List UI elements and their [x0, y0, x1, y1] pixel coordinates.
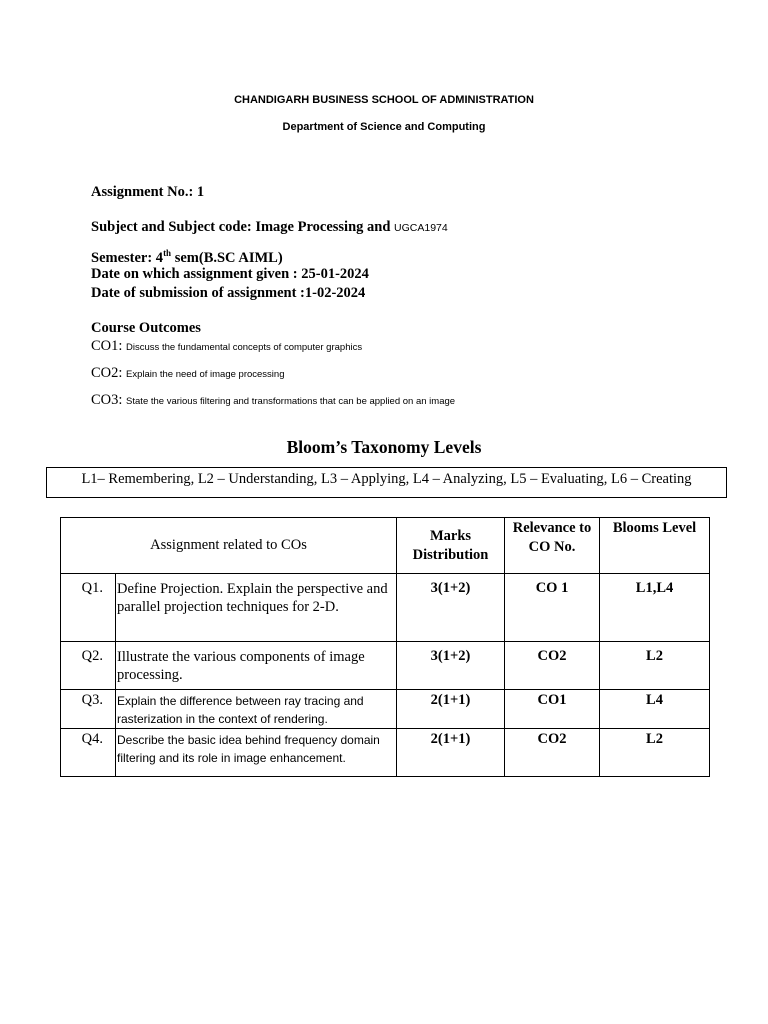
course-outcome-3: [91, 392, 455, 409]
semester-superscript: th: [163, 248, 172, 258]
course-outcome-2: [91, 365, 284, 382]
table-header-row: [61, 518, 710, 574]
semester-prefix: Semester: 4: [91, 249, 164, 266]
subject-code: UGCA1974: [394, 222, 448, 234]
question-text: Illustrate the various components of image processing.: [116, 642, 397, 690]
header-marks: Marks Distribution: [397, 518, 505, 574]
marks-cell: 3(1+2): [397, 574, 505, 642]
table-row: [61, 690, 710, 729]
date-given: Date on which assignment given : 25-01-2024: [91, 266, 369, 282]
semester-suffix: sem(B.SC AIML): [171, 249, 283, 266]
blooms-title: Bloom’s Taxonomy Levels: [286, 437, 482, 457]
marks-cell: 2(1+1): [397, 729, 505, 777]
question-text: Explain the difference between ray tracing and rasterization in the context of rendering.: [116, 690, 397, 729]
level-cell: L2: [600, 729, 710, 777]
question-number: Q2.: [61, 642, 116, 690]
co-cell: CO 1: [505, 574, 600, 642]
table-row: [61, 642, 710, 690]
co-code: CO3:: [91, 392, 123, 408]
marks-cell: 2(1+1): [397, 690, 505, 729]
question-text: Describe the basic idea behind frequency domain filtering and its role in image enhancement.: [116, 729, 397, 777]
subject-line: [91, 219, 448, 236]
semester-line: [91, 248, 283, 267]
course-outcome-1: [91, 338, 362, 355]
header-assignment: Assignment related to COs: [61, 518, 397, 574]
marks-cell: 3(1+2): [397, 642, 505, 690]
co-cell: CO1: [505, 690, 600, 729]
course-outcomes-title: Course Outcomes: [91, 320, 201, 336]
assignment-table: [60, 517, 710, 777]
level-cell: L2: [600, 642, 710, 690]
co-cell: CO2: [505, 642, 600, 690]
question-number: Q3.: [61, 690, 116, 729]
date-submission: Date of submission of assignment :1-02-2024: [91, 285, 366, 301]
institution-name: CHANDIGARH BUSINESS SCHOOL OF ADMINISTRATION: [234, 94, 534, 106]
table-row: [61, 729, 710, 777]
co-description: State the various filtering and transformations that can be applied on an image: [126, 396, 456, 407]
co-description: Explain the need of image processing: [126, 369, 285, 380]
header-relevance: Relevance to CO No.: [505, 518, 600, 574]
department-name: Department of Science and Computing: [282, 121, 486, 133]
question-text: Define Projection. Explain the perspective and parallel projection techniques for 2-D.: [116, 574, 397, 642]
co-description: Discuss the fundamental concepts of computer graphics: [126, 342, 363, 353]
blooms-levels-box: L1– Remembering, L2 – Understanding, L3 – Applying, L4 – Analyzing, L5 – Evaluating, L6 – Creating: [46, 467, 727, 498]
assignment-number: Assignment No.: 1: [91, 184, 205, 200]
question-number: Q4.: [61, 729, 116, 777]
level-cell: L4: [600, 690, 710, 729]
co-code: CO2:: [91, 365, 123, 381]
table-row: [61, 574, 710, 642]
co-cell: CO2: [505, 729, 600, 777]
subject-label: Subject and Subject code: Image Processing and: [91, 219, 395, 235]
question-number: Q1.: [61, 574, 116, 642]
level-cell: L1,L4: [600, 574, 710, 642]
co-code: CO1:: [91, 338, 123, 354]
header-blooms: Blooms Level: [600, 518, 710, 574]
